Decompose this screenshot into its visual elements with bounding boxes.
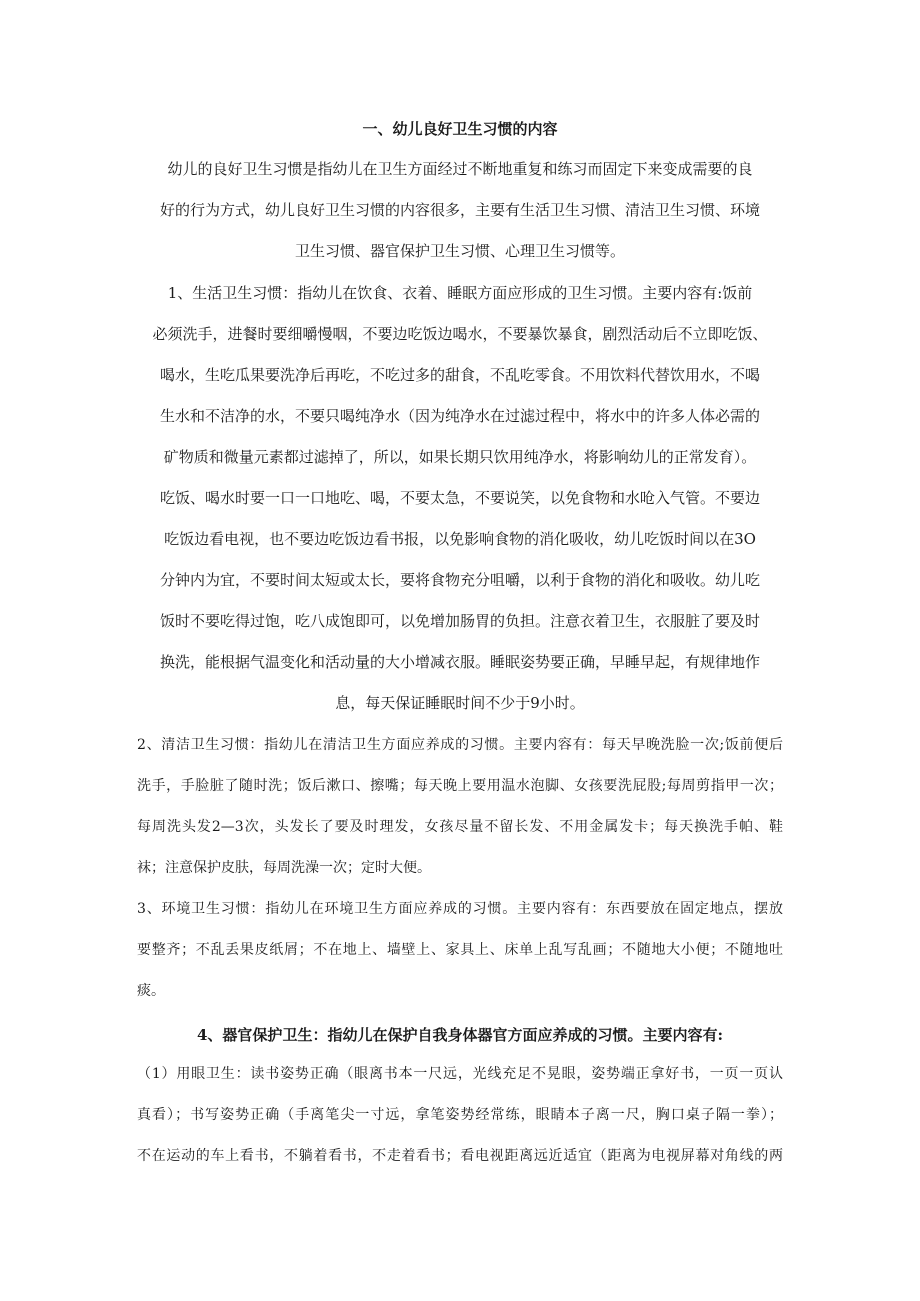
section3-line: 要整齐；不乱丢果皮纸屑；不在地上、墙壁上、家具上、床单上乱写乱画；不随地大小便；不随地吐 bbox=[137, 942, 783, 958]
section1-line: 吃饭、喝水时要一口一口地吃、喝，不要太急，不要说笑，以免食物和水呛入气管。不要边 bbox=[159, 489, 760, 507]
section3-line: 3、环境卫生习惯：指幼儿在环境卫生方面应养成的习惯。主要内容有：东西要放在固定地点，摆放 bbox=[137, 901, 783, 917]
section3-line: 痰。 bbox=[137, 983, 165, 999]
section1-line: 生水和不洁净的水，不要只喝纯净水（因为纯净水在过滤过程中，将水中的许多人体必需的 bbox=[159, 407, 760, 425]
section1-line: 1、生活卫生习惯：指幼儿在饮食、衣着、睡眠方面应形成的卫生习惯。主要内容有:饭前 bbox=[167, 284, 753, 302]
section2-line: 每周洗头发2—3次，头发长了要及时理发，女孩尽量不留长发、不用金属发卡；每天换洗手帕、鞋 bbox=[137, 819, 783, 835]
section4-line: 不在运动的车上看书，不躺着看书，不走着看书；看电视距离远近适宜（距离为电视屏幕对角线的两 bbox=[137, 1148, 783, 1164]
section1-line: 矿物质和微量元素都过滤掉了，所以，如果长期只饮用纯净水，将影响幼儿的正常发育）。 bbox=[163, 448, 757, 466]
section1-line: 息，每天保证睡眠时间不少于9小时。 bbox=[335, 694, 585, 712]
page-title: 一、幼儿良好卫生习惯的内容 bbox=[362, 120, 558, 138]
section4-line: 真看）；书写姿势正确（手离笔尖一寸远，拿笔姿势经常练，眼睛本子离一尺，胸口桌子隔一拳）； bbox=[137, 1107, 783, 1123]
section1-line: 换洗，能根据气温变化和活动量的大小增减衣服。睡眠姿势要正确，早睡早起，有规律地作 bbox=[159, 653, 760, 671]
section2-line: 袜；注意保护皮肤，每周洗澡一次；定时大便。 bbox=[137, 860, 431, 876]
section1-line: 必须洗手，进餐时要细嚼慢咽，不要边吃饭边喝水，不要暴饮暴食，剧烈活动后不立即吃饭、 bbox=[152, 325, 768, 343]
section1-line: 吃饭边看电视，也不要边吃饭边看书报，以免影响食物的消化吸收，幼儿吃饭时间以在3O bbox=[164, 530, 756, 548]
section4-heading: 4、器官保护卫生：指幼儿在保护自我身体器官方面应养成的习惯。主要内容有: bbox=[197, 1026, 723, 1044]
section2-line: 2、清洁卫生习惯：指幼儿在清洁卫生方面应养成的习惯。主要内容有：每天早晚洗脸一次;饭前便后 bbox=[137, 737, 783, 753]
section1-line: 喝水，生吃瓜果要洗净后再吃，不吃过多的甜食，不乱吃零食。不用饮料代替饮用水，不喝 bbox=[159, 366, 760, 384]
section2-line: 洗手，手脸脏了随时洗；饭后漱口、擦嘴；每天晚上要用温水泡脚、女孩要洗屁股;每周剪指甲一次； bbox=[137, 778, 783, 794]
intro-line: 卫生习惯、器官保护卫生习惯、心理卫生习惯等。 bbox=[294, 242, 625, 260]
intro-line: 幼儿的良好卫生习惯是指幼儿在卫生方面经过不断地重复和练习而固定下来变成需要的良 bbox=[167, 160, 753, 178]
section1-line: 饭时不要吃得过饱，吃八成饱即可，以免增加肠胃的负担。注意衣着卫生，衣服脏了要及时 bbox=[159, 612, 760, 630]
intro-line: 好的行为方式，幼儿良好卫生习惯的内容很多，主要有生活卫生习惯、清洁卫生习惯、环境 bbox=[159, 201, 760, 219]
section1-line: 分钟内为宜，不要时间太短或太长，要将食物充分咀嚼，以利于食物的消化和吸收。幼儿吃 bbox=[159, 571, 760, 589]
section4-line: （1）用眼卫生：读书姿势正确（眼离书本一尺远，光线充足不晃眼，姿势端正拿好书，一页一页认 bbox=[137, 1066, 783, 1082]
